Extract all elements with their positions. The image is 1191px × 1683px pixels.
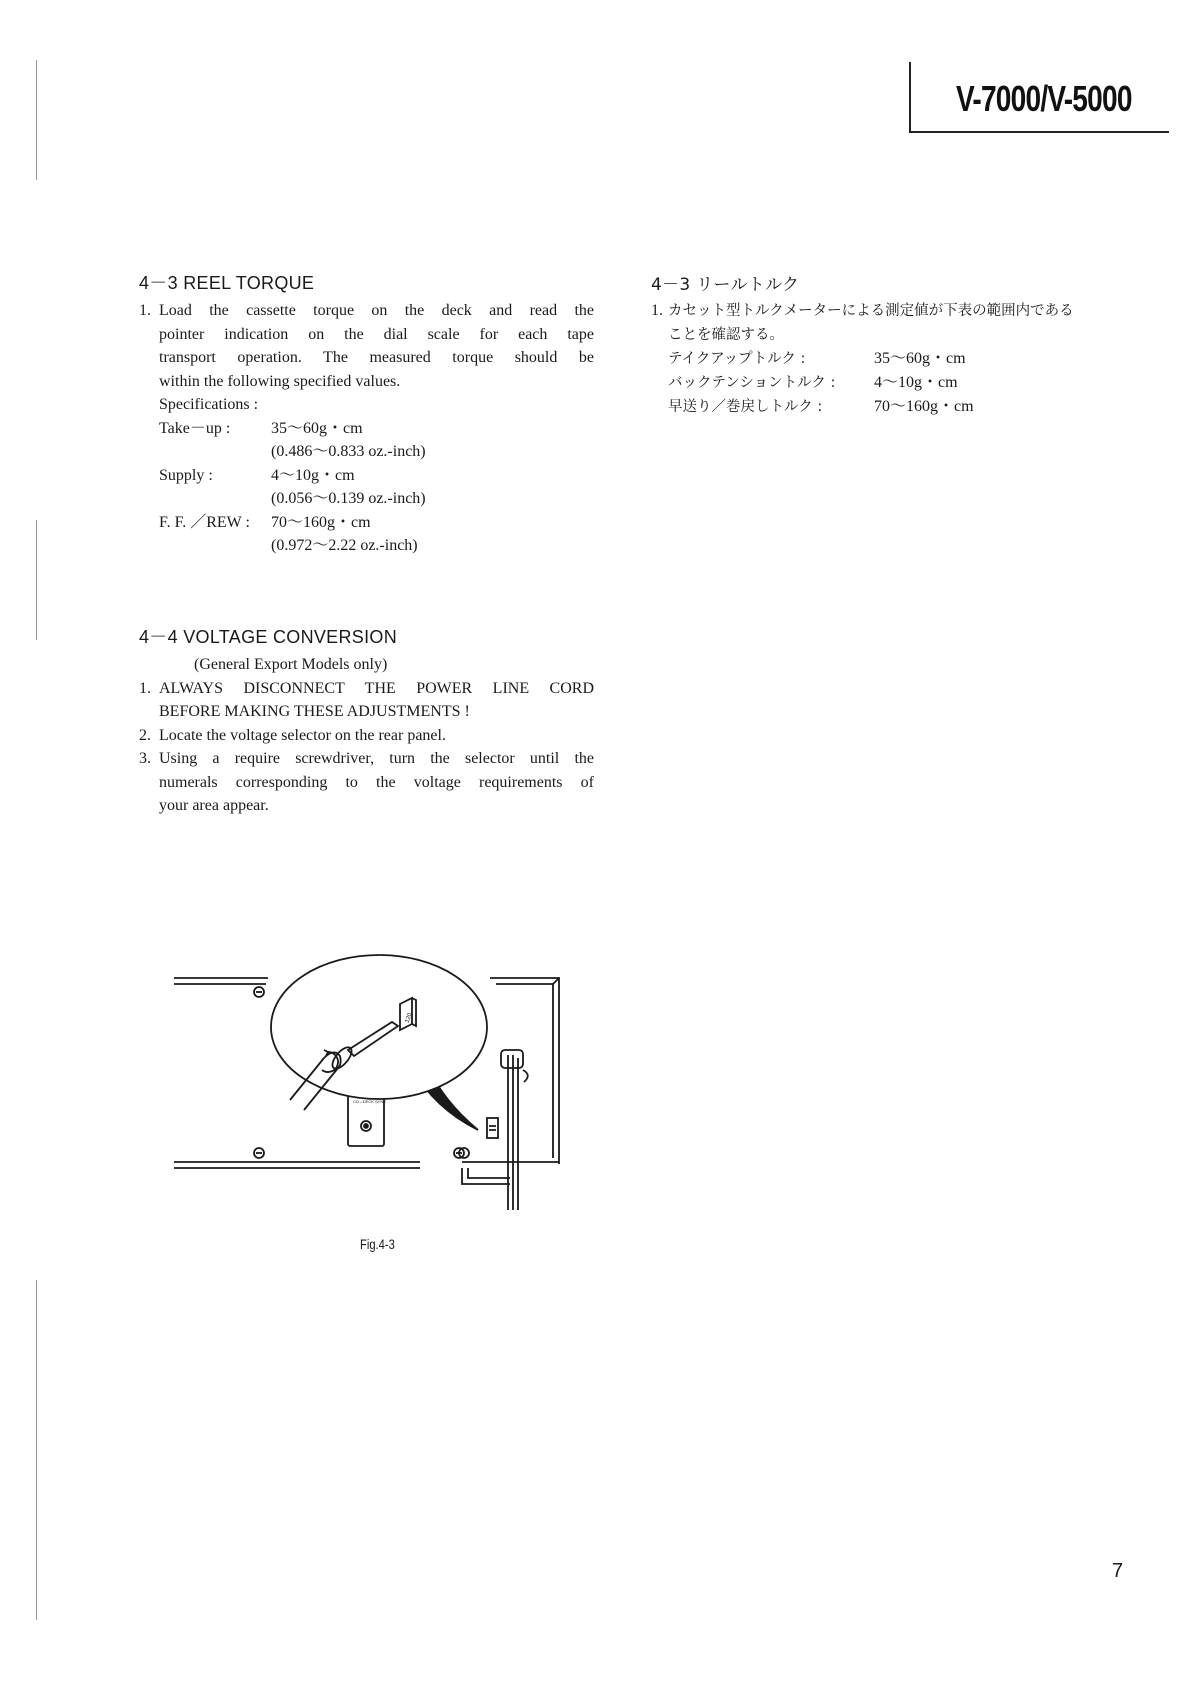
- reel-torque-jp-section: [651, 270, 1121, 419]
- jp-item: 1. カセット型トルクメーターによる測定値が下表の範囲内である ことを確認する。: [651, 302, 1074, 343]
- spec-label: Specifications :: [159, 396, 259, 413]
- voltage-selector: [487, 1118, 498, 1138]
- spec-row: Take－up : 35～60g・cm: [159, 419, 363, 437]
- voltage-subheading: (General Export Models only): [194, 656, 388, 673]
- binding-mark: [36, 1280, 37, 1620]
- reel-torque-section: [139, 269, 594, 558]
- magnified-view: [271, 955, 487, 1099]
- reel-line: within the following specified values.: [159, 372, 401, 390]
- voltage-heading: 4－4 VOLTAGE CONVERSION: [139, 627, 397, 647]
- figure-caption: Fig.4-3: [360, 1236, 395, 1252]
- header-rule-horizontal: [909, 131, 1169, 133]
- screw-icon: [254, 1148, 264, 1158]
- reel-line: transport operation. The measured torque should be: [159, 349, 594, 366]
- voltage-item: 1. ALWAYS DISCONNECT THE POWER LINE CORD BEFORE MAKING THESE ADJUSTMENTS !: [139, 679, 594, 720]
- binding-mark: [36, 520, 37, 640]
- power-cord: [501, 1050, 528, 1210]
- voltage-item: 3. Using a require screwdriver, turn the selector until the numerals corresponding to the voltage requirements of your area appear.: [139, 750, 594, 814]
- spec-row: Supply : 4～10g・cm: [159, 466, 355, 484]
- header-rule-vertical: [909, 62, 911, 132]
- voltage-mark: 120: [404, 1012, 414, 1024]
- jp-spec-row: バックテンショントルク : 4～10g・cm: [668, 374, 958, 391]
- jp-spec-row: 早送り／巻戻しトルク : 70～160g・cm: [668, 398, 974, 415]
- page-number: 7: [1112, 1560, 1124, 1582]
- spec-row: F. F. ／REW : 70～160g・cm: [159, 513, 371, 531]
- sync-jack-label: CD↔DECK SYNC: [353, 1099, 387, 1104]
- voltage-section: [139, 623, 594, 818]
- reel-torque-item: 1. Load the cassette torque on the deck and read the pointer indication on the dial scale for each tape transport operation. The measured torque should be within the following specified values.: [139, 299, 594, 393]
- reel-line: pointer indication on the dial scale for each tape: [159, 325, 594, 343]
- model-title: V-7000/V-5000: [956, 78, 1132, 119]
- jp-spec-row: テイクアップトルク : 35～60g・cm: [668, 350, 966, 367]
- reel-torque-heading: 4－3 REEL TORQUE: [139, 273, 315, 293]
- reel-line: Load the cassette torque on the deck and read the: [159, 302, 594, 319]
- reel-torque-jp-heading: 4－3 リールトルク: [651, 275, 800, 295]
- rear-panel-figure: [172, 940, 567, 1210]
- screw-icon: [254, 987, 264, 997]
- binding-mark: [36, 60, 37, 180]
- spec-alt: (0.972～2.22 oz.-inch): [271, 537, 418, 554]
- spec-alt: (0.486～0.833 oz.-inch): [271, 443, 426, 460]
- voltage-item: 2. Locate the voltage selector on the rear panel.: [139, 726, 446, 744]
- spec-alt: (0.056～0.139 oz.-inch): [271, 490, 426, 507]
